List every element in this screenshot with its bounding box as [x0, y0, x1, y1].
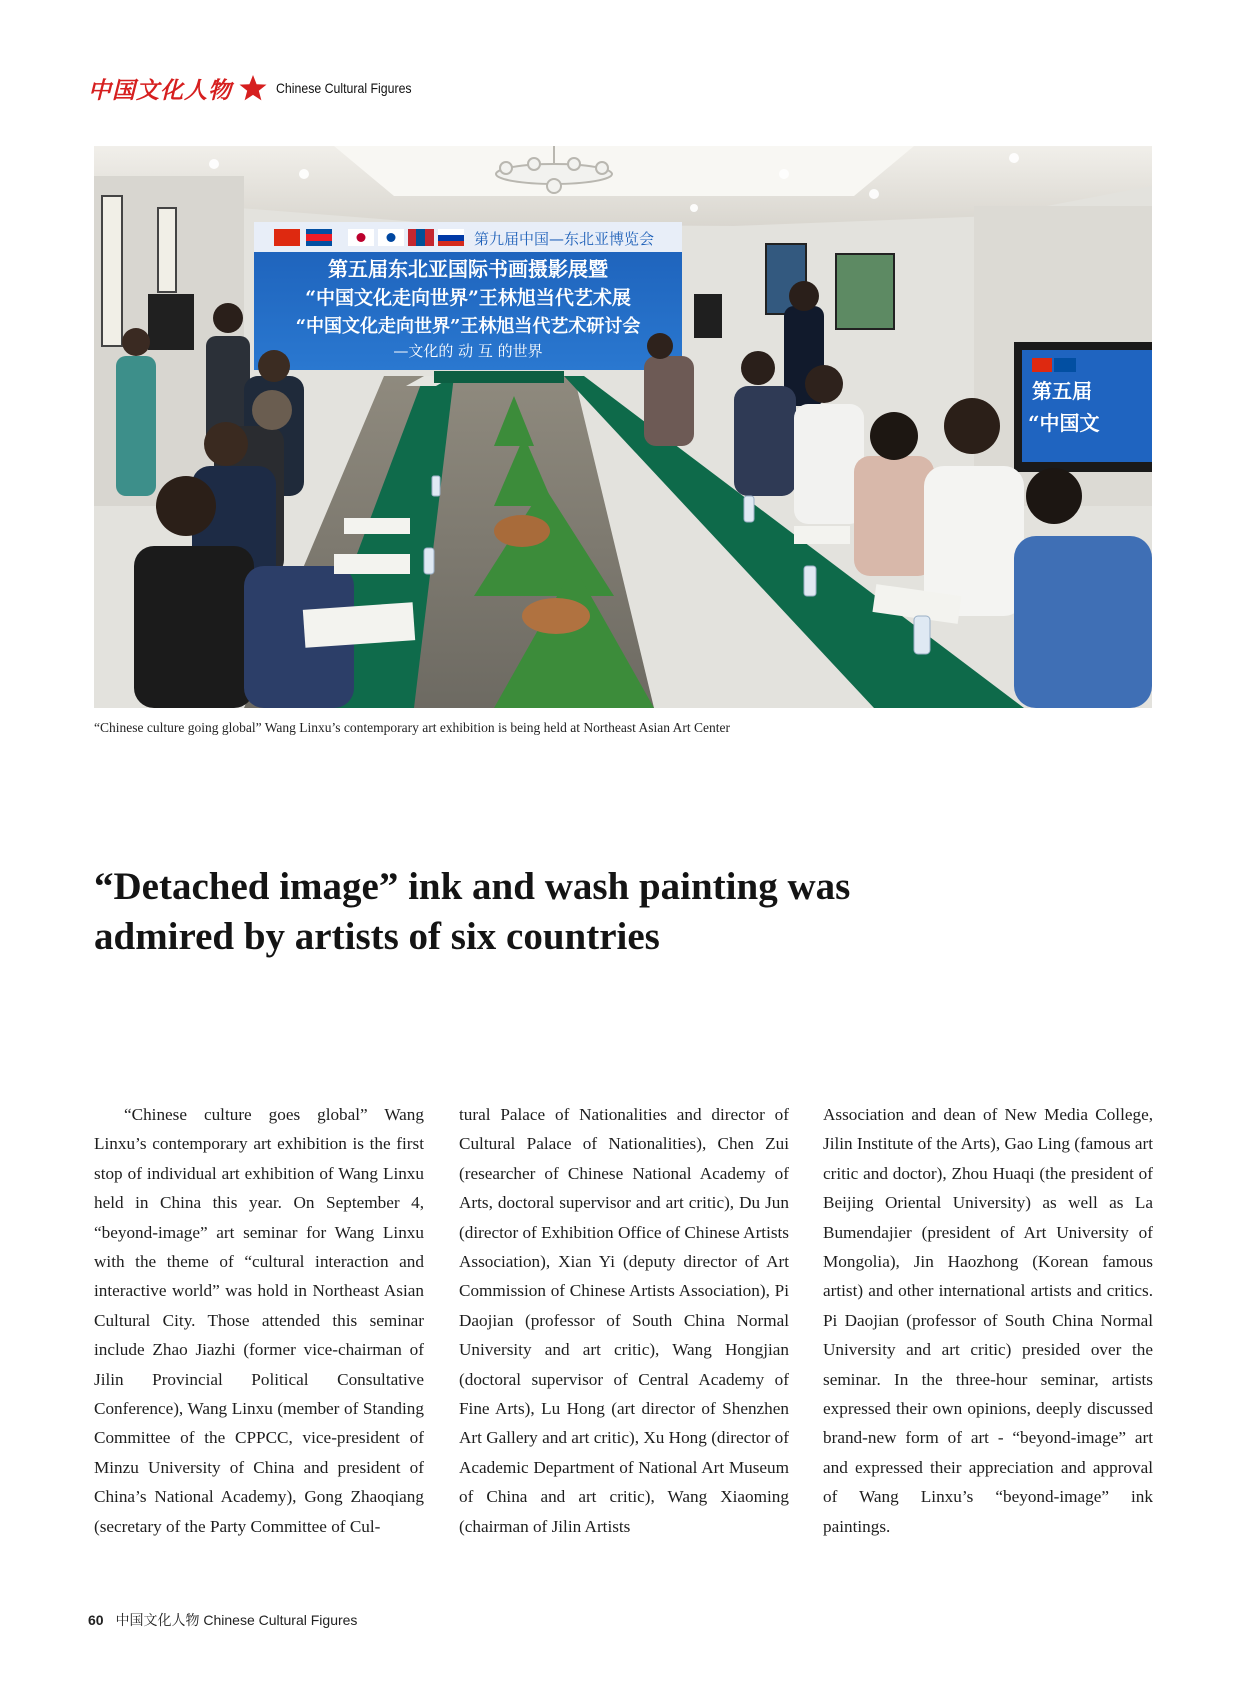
- headline-line-2: admired by artists of six countries: [94, 915, 660, 958]
- banner-line-expo: 第九届中国—东北亚博览会: [474, 230, 655, 248]
- footer-chinese-title: 中国文化人物: [115, 1612, 200, 1628]
- page-footer: [88, 1610, 357, 1630]
- headline-line-1: “Detached image” ink and wash painting was: [94, 865, 851, 908]
- body-column-2: tural Palace of Nationalities and director of Cultural Palace of Nationalities), Chen Zui (researcher of Chinese National Academy of Arts, doctoral supervisor and art critic), Du Jun (director of Exhibition Office of Chinese Artists Association), Xian Yi (deputy director of Art Commission of Chinese Artists Association), Pi Daojian (professor of South China Normal University and art critic), Wang Hongjian (doctoral supervisor of Central Academy of Fine Arts), Lu Hong (art director of Shenzhen Art Gallery and art critic), Xu Hong (director of Academic Department of National Art Museum of China and art critic), Wang Xiaoming (chairman of Jilin Artists: [459, 1105, 789, 1536]
- seminar-scene-illustration: [94, 146, 1152, 708]
- article-headline: [94, 862, 994, 962]
- body-column-3: Association and dean of New Media College, Jilin Institute of the Arts), Gao Ling (famous art critic and doctor), Zhou Huaqi (the president of Beijing Oriental University) as well as La Bumendajier (president of Art University of Mongolia), Jin Haozhong (Korean famous artist) and other international artists and critics. Pi Daojian (professor of South China Normal University and art critic) presided over the seminar. In the three-hour seminar, artists expressed their own opinions, deeply discussed brand-new form of art - “beyond-image” art and expressed their appreciation and approval of Wang Linxu’s “beyond-image” ink paintings.: [823, 1105, 1153, 1536]
- banner-line-3: “中国文化走向世界”王林旭当代艺术研讨会: [295, 316, 641, 337]
- tv-screen-line-1: 第五届: [1032, 379, 1092, 403]
- conference-photo: [94, 146, 1152, 708]
- photo-caption: “Chinese culture going global” Wang Linxu’s contemporary art exhibition is being held at Northeast Asian Art Center: [94, 720, 731, 735]
- masthead: [88, 72, 430, 104]
- footer-english-title: Chinese Cultural Figures: [203, 1612, 358, 1628]
- banner-line-4: —文化的 动 互 的世界: [393, 342, 543, 360]
- banner-line-2: “中国文化走向世界”王林旭当代艺术展: [305, 287, 631, 309]
- magazine-chinese-title: 中国文化人物: [88, 76, 232, 104]
- magazine-english-title: Chinese Cultural Figures: [276, 80, 412, 96]
- banner-line-1: 第五届东北亚国际书画摄影展暨: [328, 257, 608, 281]
- page-number: 60: [88, 1612, 104, 1628]
- tv-screen-line-2: “中国文: [1028, 411, 1100, 435]
- body-column-1: “Chinese culture goes global” Wang Linxu’s contemporary art exhibition is the first stop of individual art exhibition of Wang Linxu held in China this year. On September 4, “beyond-image” art seminar for Wang Linxu with the theme of “cultural interaction and interactive world” was hold in Northeast Asian Cultural City. Those attended this seminar include Zhao Jiazhi (former vice-chairman of Jilin Provincial Political Consultative Conference), Wang Linxu (member of Standing Committee of the CPPCC, vice-president of Minzu University of China and president of China’s National Academy), Gong Zhaoqiang (secretary of the Party Committee of Cul-: [94, 1105, 424, 1536]
- red-star-icon: [238, 74, 268, 102]
